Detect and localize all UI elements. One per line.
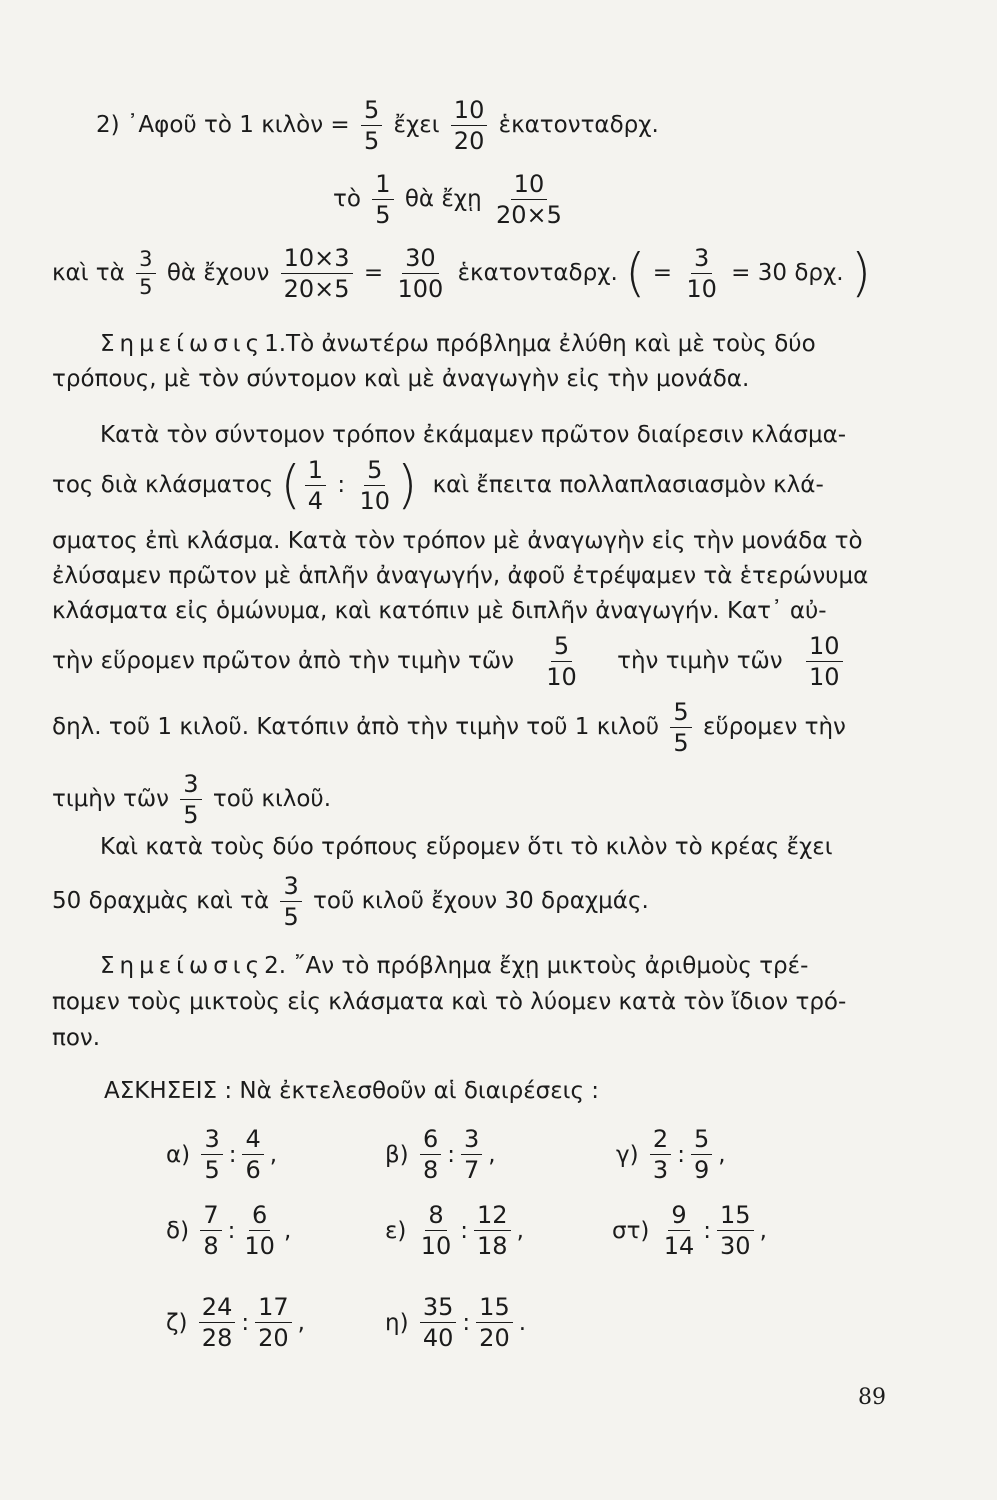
numerator: 3	[691, 246, 712, 274]
denominator: 20	[258, 1324, 289, 1352]
numerator: 35	[420, 1295, 457, 1323]
fraction	[180, 772, 201, 827]
para-3-line-1: Καὶ κατὰ τοὺς δύο τρόπους εὕρομεν ὅτι τὸ κιλὸν τὸ κρέας ἔχει	[100, 834, 833, 860]
exercise-item	[166, 1203, 293, 1258]
fraction	[451, 98, 488, 153]
colon: :	[227, 1217, 236, 1244]
denominator: 10	[546, 663, 577, 691]
denominator: 5	[375, 201, 391, 229]
denominator: 10	[686, 275, 717, 303]
numerator: 5	[670, 700, 691, 728]
text: ἔχει	[393, 112, 440, 138]
denominator: 20	[479, 1324, 510, 1352]
denominator: 20×5	[283, 275, 350, 303]
fraction	[242, 1127, 263, 1182]
fraction	[394, 246, 446, 301]
denominator: 5	[204, 1156, 220, 1184]
para-3-line-2	[52, 874, 649, 929]
numerator: 9	[668, 1203, 689, 1231]
fraction	[420, 1295, 457, 1350]
punctuation: ,	[269, 1141, 278, 1168]
fraction	[476, 1295, 513, 1350]
text: θὰ ἔχουν	[166, 260, 270, 286]
para-2-line-8	[52, 772, 331, 827]
text: τὴν τιμὴν τῶν	[617, 648, 783, 674]
punctuation: .	[518, 1309, 527, 1336]
text: Τὸ ἀνωτέρω πρόβλημα ἐλύθη καὶ μὲ τοὺς δύο	[286, 331, 816, 357]
numerator: 1	[372, 172, 393, 200]
denominator: 6	[245, 1156, 261, 1184]
exercise-label: ε)	[385, 1217, 407, 1244]
numerator: 10	[451, 98, 488, 126]
denominator: 18	[477, 1232, 508, 1260]
denominator: 28	[201, 1324, 233, 1352]
right-paren: )	[850, 243, 872, 304]
text: καὶ τὰ	[52, 260, 125, 286]
text: εὕρομεν τὴν	[702, 714, 846, 740]
numerator: 5	[364, 458, 385, 486]
fraction	[372, 172, 393, 227]
colon: :	[460, 1217, 469, 1244]
fraction	[661, 1203, 698, 1258]
denominator: 20	[453, 127, 485, 155]
equals: =	[363, 260, 384, 286]
note-1-line-2: τρόπους, μὲ τὸν σύντομον καὶ μὲ ἀναγωγὴν εἰς τὴν μονάδα.	[52, 366, 750, 392]
exercise-item	[612, 1203, 769, 1258]
numerator: 5	[361, 98, 382, 126]
fraction	[201, 1127, 222, 1182]
punctuation: ,	[283, 1217, 292, 1244]
fraction	[418, 1203, 455, 1258]
exercise-label: δ)	[166, 1217, 190, 1244]
numerator: 5	[551, 634, 572, 662]
left-paren: (	[280, 455, 301, 516]
numerator: 5	[691, 1127, 712, 1155]
note-2-line-3: πον.	[52, 1025, 101, 1051]
fraction	[474, 1203, 511, 1258]
denominator: 10	[359, 487, 390, 515]
numerator: 24	[199, 1295, 236, 1323]
exercise-label: ζ)	[166, 1309, 188, 1336]
numerator: 10	[806, 634, 843, 662]
para-2-line-3: σματος ἐπὶ κλάσμα. Κατὰ τὸν τρόπον μὲ ἀναγωγὴν εἰς τὴν μονάδα τὸ	[52, 528, 863, 554]
para-2-line-6	[52, 634, 847, 689]
exercise-label: γ)	[616, 1141, 639, 1168]
exercise-label: η)	[385, 1309, 409, 1336]
exercise-item	[166, 1295, 307, 1350]
numerator: 6	[420, 1127, 441, 1155]
numerator: 3	[461, 1127, 482, 1155]
para-2-line-2	[52, 455, 824, 516]
text: 50 δραχμὰς καὶ τὰ	[52, 888, 270, 914]
numerator: 10	[511, 172, 548, 200]
denominator: 10	[420, 1232, 452, 1260]
text: = 30 δρχ.	[731, 260, 844, 286]
denominator: 30	[720, 1232, 751, 1260]
punctuation: ,	[488, 1141, 496, 1168]
text: τος διὰ κλάσματος	[52, 472, 274, 498]
exercise-item	[166, 1127, 279, 1182]
line-3	[52, 243, 872, 304]
fraction	[717, 1203, 754, 1258]
fraction	[136, 249, 155, 298]
denominator: 7	[464, 1156, 480, 1184]
numerator: 3	[136, 249, 155, 274]
fraction	[420, 1127, 441, 1182]
numerator: 12	[474, 1203, 511, 1231]
fraction	[241, 1203, 278, 1258]
denominator: 20×5	[495, 201, 562, 229]
fraction	[199, 1295, 236, 1350]
text: τοῦ κιλοῦ.	[212, 786, 332, 812]
para-2-line-5: κλάσματα εἰς ὁμώνυμα, καὶ κατόπιν μὲ διπλῆν ἀναγωγήν. Κατ᾿ αὐ-	[52, 598, 827, 624]
denominator: 5	[363, 127, 380, 155]
fraction	[806, 634, 843, 689]
text: ἑκατονταδρχ.	[457, 260, 618, 286]
colon: :	[677, 1141, 685, 1168]
text: τιμὴν τῶν	[52, 786, 169, 812]
fraction	[280, 874, 301, 929]
fraction	[461, 1127, 482, 1182]
denominator: 14	[663, 1232, 695, 1260]
text: ῎Αν τὸ πρόβλημα ἔχῃ μικτοὺς ἀριθμοὺς τρέ-	[294, 953, 809, 979]
text: ἑκατονταδρχ.	[498, 112, 659, 138]
line-1	[96, 98, 659, 153]
punctuation: ,	[297, 1309, 305, 1336]
numerator: 3	[280, 874, 301, 902]
exercises-title: ΑΣΚΗΣΕΙΣ : Νὰ ἐκτελεσθοῦν αἱ διαιρέσεις :	[104, 1078, 600, 1104]
exercise-label: β)	[385, 1141, 409, 1168]
text: τὴν εὕρομεν πρῶτον ἀπὸ τὴν τιμὴν τῶν	[52, 648, 514, 674]
note-1-line-1	[100, 333, 816, 356]
fraction	[281, 246, 353, 301]
fraction	[361, 98, 382, 153]
numerator: 4	[242, 1127, 263, 1155]
exercise-label: στ)	[612, 1217, 650, 1244]
para-2-line-7	[52, 700, 846, 755]
para-2-line-4: ἐλύσαμεν πρῶτον μὲ ἁπλῆν ἀναγωγήν, ἀφοῦ ἐτρέψαμεν τὰ ἑτερώνυμα	[52, 563, 869, 589]
text: τὸ	[333, 186, 361, 212]
fraction	[255, 1295, 292, 1350]
fraction	[493, 172, 565, 227]
fraction	[200, 1203, 221, 1258]
denominator: 5	[673, 729, 689, 757]
fraction	[305, 458, 326, 513]
note-number: 2.	[264, 953, 287, 979]
denominator: 9	[693, 1156, 710, 1184]
note-label: Σημείωσις	[100, 331, 265, 357]
numerator: 15	[717, 1203, 754, 1231]
fraction	[691, 1127, 712, 1182]
denominator: 40	[422, 1324, 454, 1352]
note-2-line-1	[100, 955, 808, 978]
fraction	[356, 458, 393, 513]
colon: :	[447, 1141, 455, 1168]
note-label: Σημείωσις	[100, 953, 265, 979]
left-paren: (	[625, 243, 646, 304]
numerator: 2	[650, 1127, 671, 1155]
text: καὶ ἔπειτα πολλαπλασιασμὸν κλά-	[432, 472, 824, 498]
denominator: 8	[203, 1232, 219, 1260]
numerator: 3	[201, 1127, 222, 1155]
note-number: 1.	[264, 331, 287, 357]
text: δηλ. τοῦ 1 κιλοῦ. Κατόπιν ἀπὸ τὴν τιμὴν τοῦ 1 κιλοῦ	[52, 714, 660, 740]
fraction	[543, 634, 580, 689]
exercise-item	[385, 1127, 498, 1182]
fraction	[683, 246, 720, 301]
exercise-item	[616, 1127, 728, 1182]
numerator: 30	[402, 246, 439, 274]
colon: :	[703, 1217, 712, 1244]
punctuation: ,	[759, 1217, 767, 1244]
exercise-item	[385, 1295, 528, 1350]
para-2-line-1: Κατὰ τὸν σύντομον τρόπον ἐκάμαμεν πρῶτον διαίρεσιν κλάσμα-	[100, 422, 847, 448]
text: 2) ᾿Αφοῦ τὸ 1 κιλὸν =	[96, 112, 350, 138]
denominator: 3	[652, 1156, 669, 1184]
punctuation: ,	[718, 1141, 726, 1168]
denominator: 8	[422, 1156, 439, 1184]
numerator: 15	[476, 1295, 513, 1323]
numerator: 1	[305, 458, 326, 486]
denominator: 10	[244, 1232, 275, 1260]
denominator: 100	[397, 275, 444, 303]
exercise-item	[385, 1203, 526, 1258]
exercise-label: α)	[166, 1141, 191, 1168]
denominator: 10	[808, 663, 840, 691]
text: τοῦ κιλοῦ ἔχουν 30 δραχμάς.	[313, 888, 649, 914]
denominator: 4	[307, 487, 324, 515]
colon: :	[462, 1309, 471, 1336]
page-number: 89	[858, 1385, 886, 1410]
colon: :	[241, 1309, 250, 1336]
numerator: 17	[255, 1295, 292, 1323]
note-2-line-2: πομεν τοὺς μικτοὺς εἰς κλάσματα καὶ τὸ λύομεν κατὰ τὸν ἴδιον τρό-	[52, 989, 847, 1015]
numerator: 10×3	[281, 246, 353, 274]
fraction	[650, 1127, 671, 1182]
numerator: 7	[200, 1203, 221, 1231]
denominator: 5	[183, 801, 199, 829]
numerator: 3	[180, 772, 201, 800]
denominator: 5	[139, 275, 153, 299]
fraction	[670, 700, 691, 755]
colon: :	[228, 1141, 237, 1168]
right-paren: )	[397, 455, 418, 516]
denominator: 5	[283, 903, 299, 931]
line-2	[333, 172, 569, 227]
numerator: 8	[425, 1203, 446, 1231]
text: θὰ ἔχῃ	[404, 186, 482, 212]
punctuation: ,	[516, 1217, 524, 1244]
numerator: 6	[249, 1203, 270, 1231]
equals: =	[652, 260, 672, 286]
colon: :	[337, 472, 346, 498]
